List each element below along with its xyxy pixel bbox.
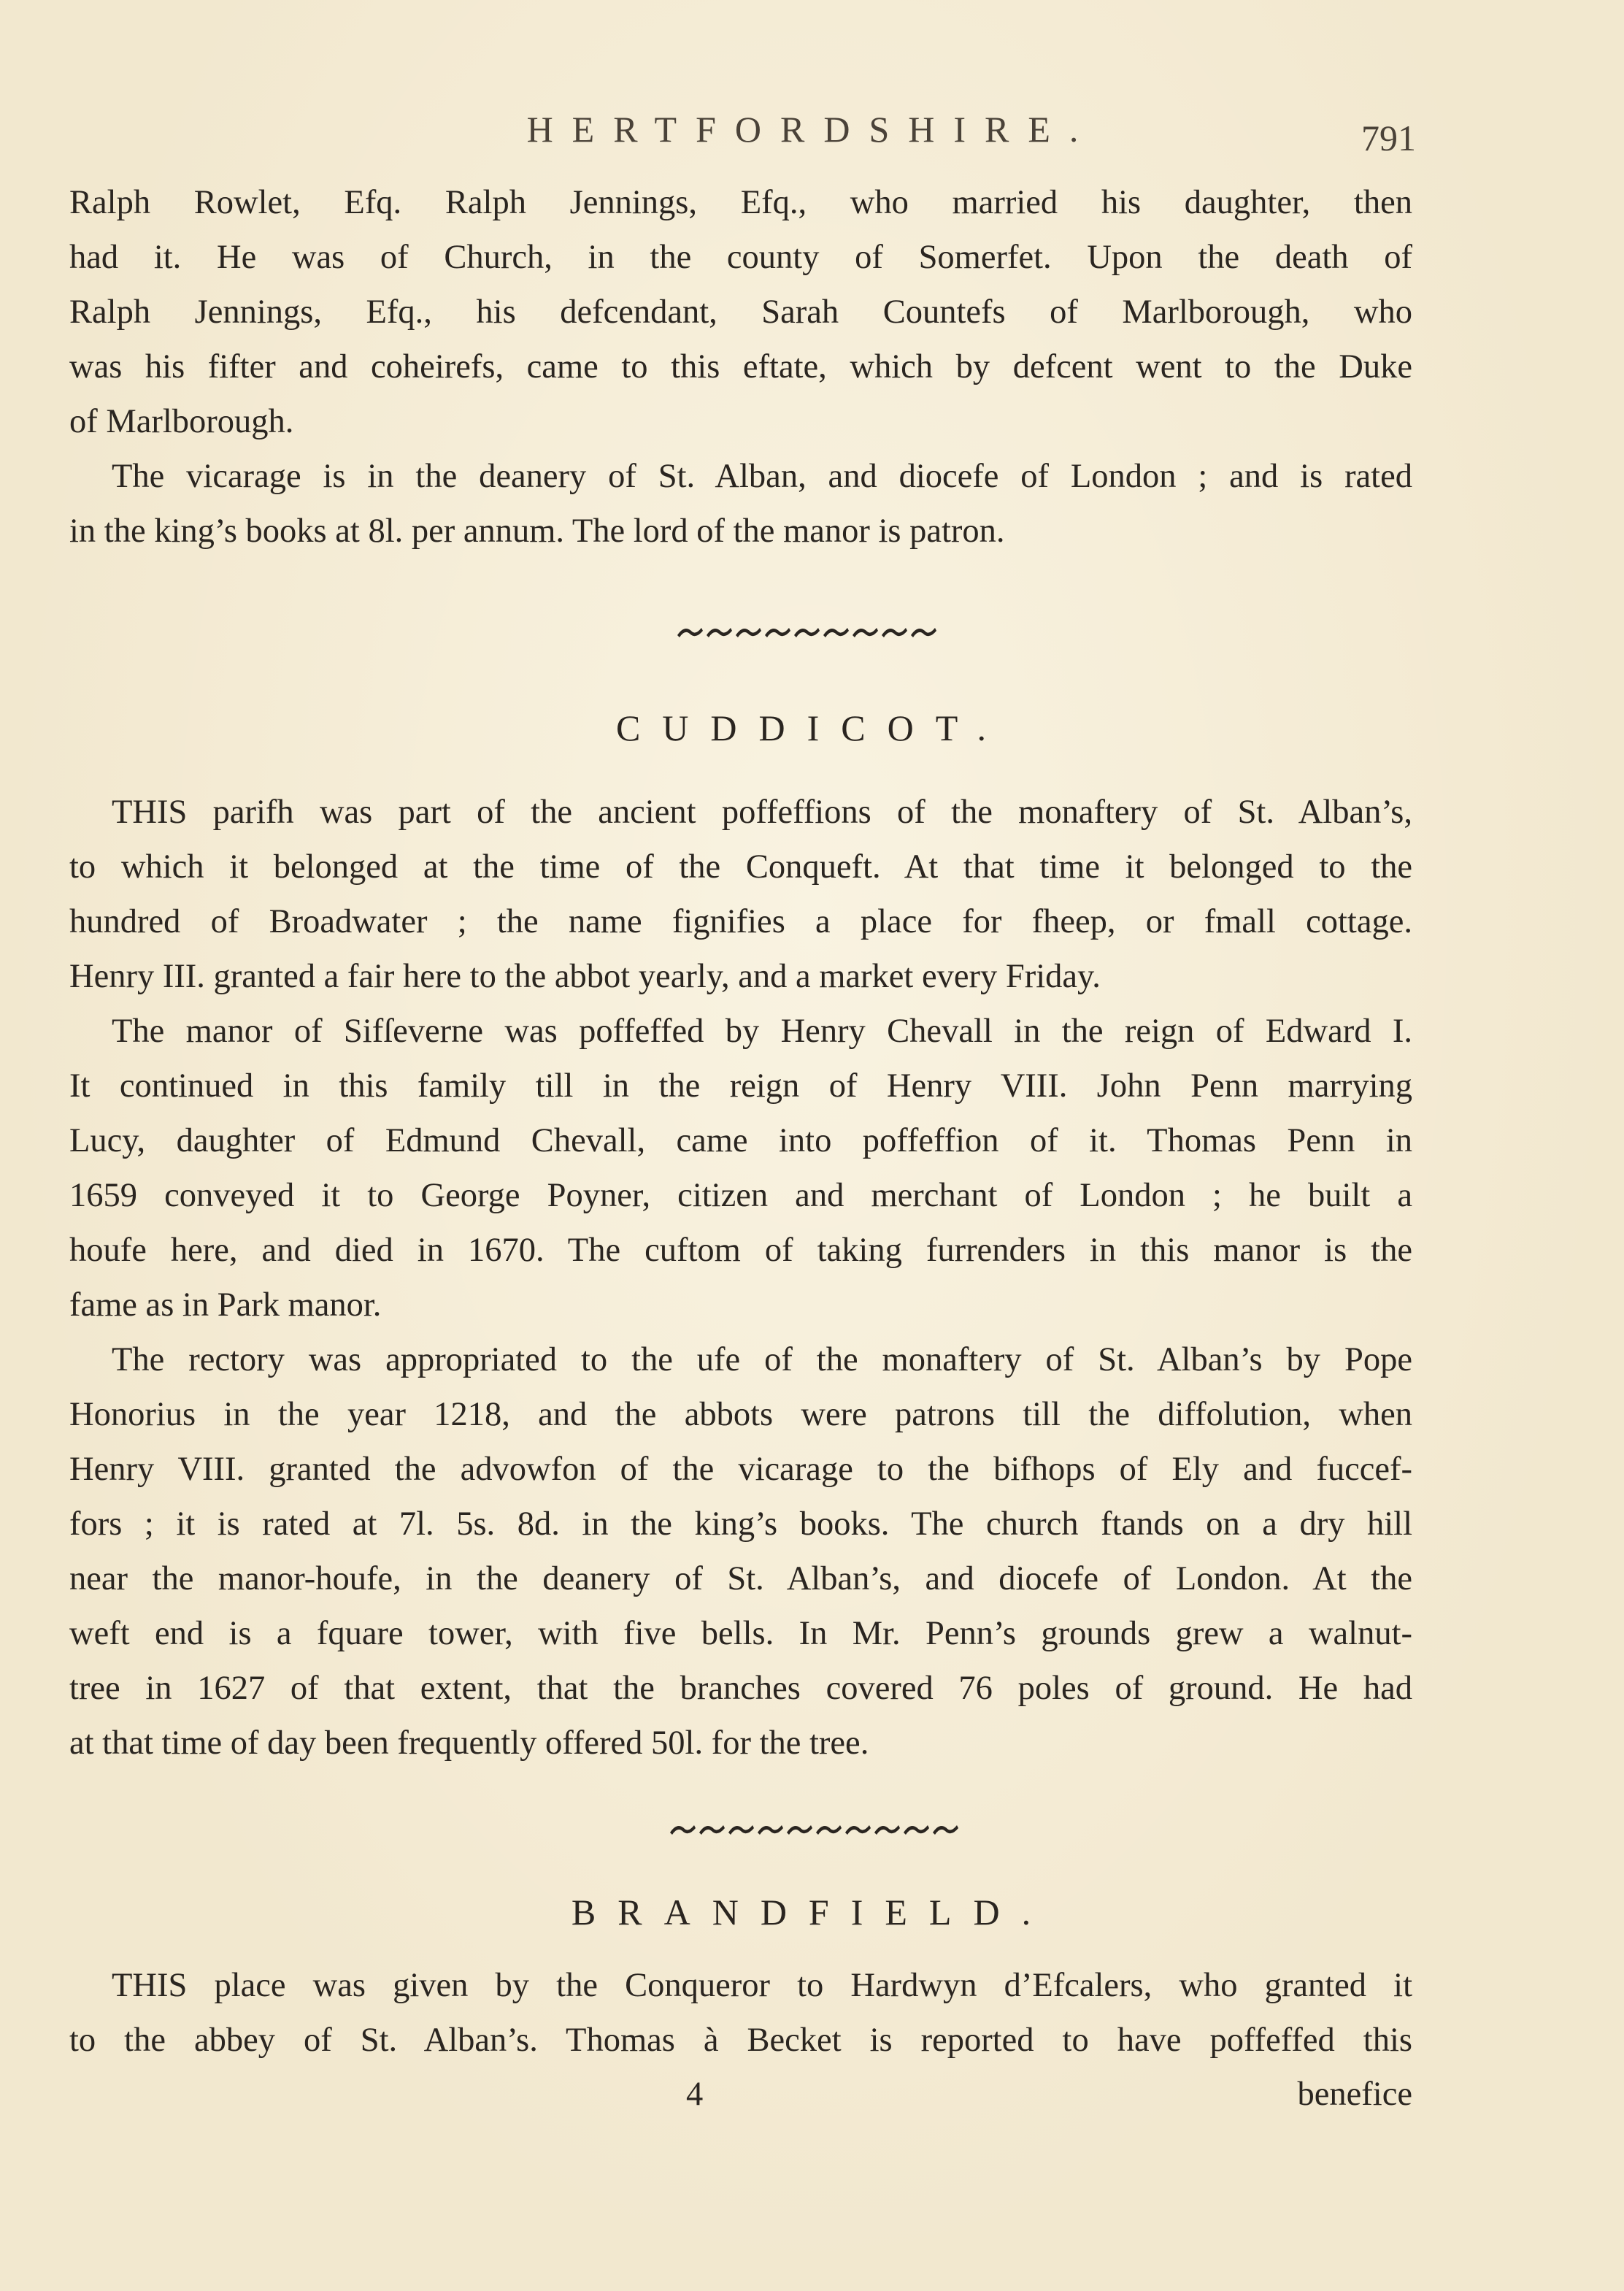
section-divider-ornament [0,621,1624,648]
text-line: at that time of day been frequently offered 50l. for the tree. [69,1724,869,1762]
text-line: was his fifter and coheirefs, came to this eftate, which by defcent went to the Duke [69,348,1412,385]
text-line: The manor of Sifſeverne was poffeffed by Henry Chevall in the reign of Edward I. [112,1013,1412,1050]
page-number: 791 [1361,118,1416,158]
text-line: to which it belonged at the time of the Conqueft. At that time it belonged to the [69,848,1412,886]
ornament-rule-icon [674,621,951,642]
text-line: Lucy, daughter of Edmund Chevall, came into poffeffion of it. Thomas Penn in [69,1122,1412,1159]
text-line: Honorius in the year 1218, and the abbots were patrons till the diffolution, when [69,1396,1412,1433]
text-line: THIS place was given by the Conqueror to Hardwyn d’Efcalers, who granted it [112,1967,1412,2004]
text-line: hundred of Broadwater ; the name fignifies a place for fheep, or fmall cottage. [69,903,1412,940]
text-line: weft end is a fquare tower, with five bells. In Mr. Penn’s grounds grew a walnut- [69,1615,1412,1652]
text-line: tree in 1627 of that extent, that the branches covered 76 poles of ground. He had [69,1670,1412,1707]
text-line: of Marlborough. [69,403,294,440]
text-line: THIS parifh was part of the ancient poffeffions of the monaftery of St. Alban’s, [112,794,1412,831]
text-line: Ralph Rowlet, Efq. Ralph Jennings, Efq., who married his daughter, then [69,184,1412,221]
text-line: It continued in this family till in the reign of Henry VIII. John Penn marrying [69,1067,1412,1105]
ornament-rule-icon [666,1818,958,1840]
text-line: to the abbey of St. Alban’s. Thomas à Becket is reported to have poffeffed this [69,2022,1412,2059]
brandfield-text [69,1958,1412,2068]
section-heading-brandfield: BRANDFIELD. [571,1892,1053,1933]
text-line: near the manor-houfe, in the deanery of St. Alban’s, and diocefe of London. At the [69,1560,1412,1597]
text-line: Henry III. granted a fair here to the abbot yearly, and a market every Friday. [69,958,1101,995]
text-line: Henry VIII. granted the advowfon of the vicarage to the bifhops of Ely and fuccef- [69,1451,1412,1488]
text-line: Ralph Jennings, Efq., his defcendant, Sarah Countefs of Marlborough, who [69,293,1412,331]
text-line: had it. He was of Church, in the county of Somerfet. Upon the death of [69,239,1412,276]
text-line: fors ; it is rated at 7l. 5s. 8d. in the king’s books. The church ftands on a dry hill [69,1505,1412,1543]
text-line: fame as in Park manor. [69,1286,382,1324]
text-line: The vicarage is in the deanery of St. Alban, and diocefe of London ; and is rated [112,458,1412,495]
continuation-text [69,175,1412,559]
page-footer [69,2075,1412,2130]
text-line: The rectory was appropriated to the ufe of the monaftery of St. Alban’s by Pope [112,1341,1412,1378]
section-heading-cuddicot: CUDDICOT. [615,707,1009,748]
cuddicot-text [69,785,1412,1770]
section-divider-ornament-2 [0,1818,1624,1845]
text-line: 1659 conveyed it to George Poyner, citizen and merchant of London ; he built a [69,1177,1412,1214]
text-line: in the king’s books at 8l. per annum. The lord of the manor is patron. [69,513,1005,550]
catchword: benefice [1297,2076,1412,2113]
signature-mark: 4 [686,2076,704,2113]
text-line: houfe here, and died in 1670. The cuftom of taking furrenders in this manor is the [69,1232,1412,1269]
running-head: HERTFORDSHIRE. [526,109,1098,150]
